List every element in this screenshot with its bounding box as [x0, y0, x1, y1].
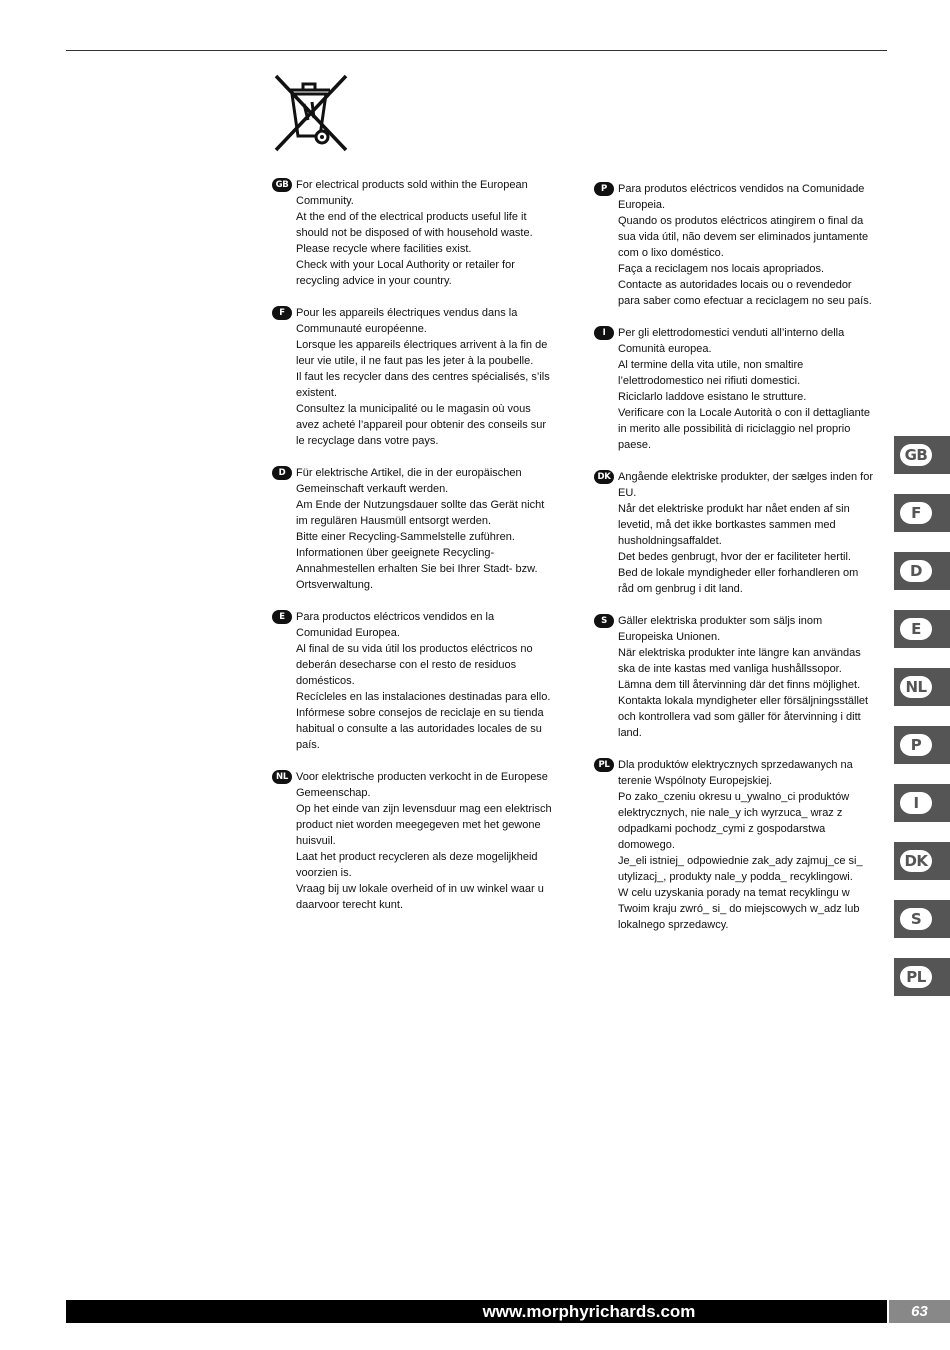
side-tab-label: F: [900, 502, 932, 524]
section-d: [272, 465, 557, 593]
footer-url[interactable]: www.morphyrichards.com: [482, 1301, 696, 1321]
left-column: [272, 177, 557, 929]
side-tab-f[interactable]: [894, 494, 950, 532]
side-tab-i[interactable]: [894, 784, 950, 822]
section-text: Pour les appareils électriques vendus dans la Communauté européenne. Lorsque les appareils électriques arrivent à la fin de leur vie utile, il ne faut pas les jeter à la poubelle. Il faut les recycler dans des centres spécialisés, s’ils existent. Consultez la municipalité ou le magasin où vous avez acheté l’appareil pour obtenir des conseils sur le recyclage dans votre pays.: [296, 307, 550, 447]
language-badge-nl: NL: [272, 770, 292, 784]
section-pl: [594, 757, 886, 933]
section-e: [272, 609, 557, 753]
section-text: Gäller elektriska produkter som säljs inom Europeiska Unionen. När elektriska produkter inte längre kan användas ska de inte kastas med vanliga hushållssopor. Lämna dem till återvinning där det finns möjlighet. Kontakta lokala myndigheter eller försäljningsstället och kontrollera vad som gäller för återvinning i ditt land.: [618, 615, 869, 739]
section-text: For electrical products sold within the European Community. At the end of the electrical products useful life it should not be disposed of with household waste. Please recycle where facilities exist. Check with your Local Authority or retailer for recycling advice in your country.: [296, 179, 533, 287]
side-tab-dk[interactable]: [894, 842, 950, 880]
footer-bar: [66, 1300, 887, 1323]
section-p: [594, 181, 886, 309]
language-badge-p: P: [594, 182, 614, 196]
page-number: 63: [889, 1300, 950, 1323]
section-text: Für elektrische Artikel, die in der europäischen Gemeinschaft verkauft werden. Am Ende der Nutzungsdauer sollte das Gerät nicht im regulären Hausmüll entsorgt werden. Bitte einer Recycling-Sammelstelle zuführen. Informationen über geeignete Recycling- Annahmestellen erhalten Sie bei Ihrer Stadt- bzw. Ortsverwaltung.: [296, 467, 545, 591]
language-badge-d: D: [272, 466, 292, 480]
language-badge-pl: PL: [594, 758, 614, 772]
side-tab-label: DK: [900, 850, 932, 872]
language-badge-dk: DK: [594, 470, 614, 484]
side-tab-e[interactable]: [894, 610, 950, 648]
language-badge-i: I: [594, 326, 614, 340]
language-badge-f: F: [272, 306, 292, 320]
side-tab-label: E: [900, 618, 932, 640]
section-text: Para produtos eléctricos vendidos na Comunidade Europeia. Quando os produtos eléctricos atingirem o final da sua vida útil, não devem ser eliminados juntamente com o lixo doméstico. Faça a reciclagem nos locais apropriados. Contacte as autoridades locais ou o revendedor para saber como efectuar a reciclagem no seu país.: [618, 183, 872, 307]
side-tab-label: GB: [900, 444, 932, 466]
section-text: Para productos eléctricos vendidos en la Comunidad Europea. Al final de su vida útil los productos eléctricos no deberán desecharse con el resto de residuos domésticos. Recícleles en las instalaciones destinadas para ello. Infórmese sobre consejos de reciclaje en su tienda habitual o consulte a las autoridades locales de su país.: [296, 611, 551, 751]
language-badge-gb: GB: [272, 178, 292, 192]
language-badge-s: S: [594, 614, 614, 628]
side-tab-p[interactable]: [894, 726, 950, 764]
crossed-out-wheelie-bin-icon: [270, 72, 352, 154]
section-text: Per gli elettrodomestici venduti all’interno della Comunità europea. Al termine della vita utile, non smaltire l’elettrodomestico nei rifiuti domestici. Riciclarlo laddove esistano le strutture. Verificare con la Locale Autorità o con il dettagliante in merito alle possibilità di riciclaggio nel proprio paese.: [618, 327, 870, 451]
side-tab-label: P: [900, 734, 932, 756]
side-tab-nl[interactable]: [894, 668, 950, 706]
top-rule: [66, 50, 887, 51]
side-tab-label: PL: [900, 966, 932, 988]
side-tab-label: NL: [900, 676, 932, 698]
section-gb: [272, 177, 557, 289]
section-i: [594, 325, 886, 453]
section-nl: [272, 769, 557, 913]
right-column: [594, 181, 886, 949]
language-badge-e: E: [272, 610, 292, 624]
side-tab-label: S: [900, 908, 932, 930]
section-text: Voor elektrische producten verkocht in de Europese Gemeenschap. Op het einde van zijn levensduur mag een elektrisch product niet worden meegegeven met het gewone huisvuil. Laat het product recycleren als deze mogelijkheid voorzien is. Vraag bij uw lokale overheid of in uw winkel waar u daarvoor terecht kunt.: [296, 771, 552, 911]
section-f: [272, 305, 557, 449]
side-tab-pl[interactable]: [894, 958, 950, 996]
section-text: Dla produktów elektrycznych sprzedawanych na terenie Wspólnoty Europejskiej. Po zako_czeniu okresu u_ywalno_ci produktów elektrycznych, nie nale_y ich wyrzuca_ wraz z odpadkami pochodz_cymi z gospodarstwa domowego. Je_eli istniej_ odpowiednie zak_ady zajmuj_ce si_ utylizacj_, produkty nale_y podda_ recyklingowi. W celu uzyskania porady na temat recyklingu w Twoim kraju zwró_ si_ do miejscowych w_adz lub lokalnego sprzedawcy.: [618, 759, 863, 931]
side-tab-s[interactable]: [894, 900, 950, 938]
side-tab-gb[interactable]: [894, 436, 950, 474]
section-s: [594, 613, 886, 741]
side-tab-label: D: [900, 560, 932, 582]
section-text: Angående elektriske produkter, der sælges inden for EU. Når det elektriske produkt har nået enden af sin levetid, må det ikke bortkastes sammen med husholdningsaffaldet. Det bedes genbrugt, hvor der er faciliteter hertil. Bed de lokale myndigheder eller forhandleren om råd om genbrug i dit land.: [618, 471, 873, 595]
side-tab-d[interactable]: [894, 552, 950, 590]
side-tab-label: I: [900, 792, 932, 814]
section-dk: [594, 469, 886, 597]
